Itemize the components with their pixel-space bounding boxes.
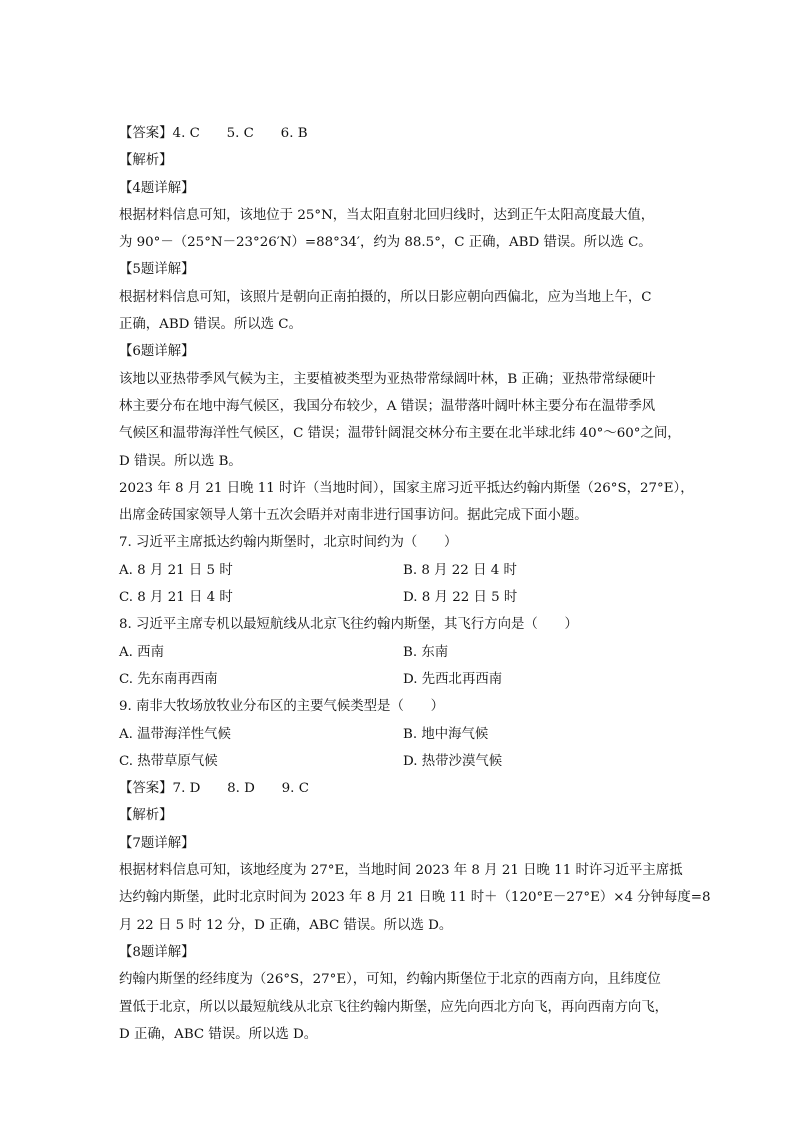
q6-detail-text: 林主要分布在地中海气候区，我国分布较少，A 错误；温带落叶阔叶林主要分布在温带季风 (119, 398, 656, 414)
q9-options-row-2 (119, 748, 679, 775)
q8-detail-text: 约翰内斯堡的经纬度为（26°S，27°E），可知，约翰内斯堡位于北京的西南方向，且纬度位 (119, 972, 661, 988)
q7-option-d: D. 8 月 22 日 5 时 (403, 590, 518, 606)
q6-detail-text: 该地以亚热带季风气候为主，主要植被类型为亚热带常绿阔叶林，B 正确；亚热带常绿硬叶 (119, 371, 656, 387)
material-text: 2023 年 8 月 21 日晚 11 时许（当地时间），国家主席习近平抵达约翰内斯堡（26°S，27°E）， (119, 480, 694, 496)
q9-stem: 9. 南非大牧场放牧业分布区的主要气候类型是（ ） (119, 699, 445, 715)
q9-option-b: B. 地中海气候 (403, 726, 489, 742)
q8-option-c: C. 先东南再西南 (119, 671, 218, 687)
q7-detail-text: 月 22 日 5 时 12 分，D 正确，ABC 错误。所以选 D。 (119, 917, 453, 933)
q7-option-c: C. 8 月 21 日 4 时 (119, 590, 233, 606)
q5-detail-heading: 【5题详解】 (119, 262, 195, 278)
q7-stem: 7. 习近平主席抵达约翰内斯堡时，北京时间约为（ ） (119, 535, 458, 551)
q9-option-d: D. 热带沙漠气候 (403, 753, 503, 769)
q7-option-a: A. 8 月 21 日 5 时 (119, 562, 233, 578)
q4-detail-heading: 【4题详解】 (119, 180, 195, 196)
q8-option-b: B. 东南 (403, 644, 449, 660)
answer-line-7-9: 【答案】7. D 8. D 9. C (119, 781, 309, 797)
q6-detail-heading: 【6题详解】 (119, 344, 195, 360)
answer-line-4-6: 【答案】4. C 5. C 6. B (119, 126, 308, 141)
q9-options-row-1 (119, 721, 679, 748)
q7-detail-text: 达约翰内斯堡，此时北京时间为 2023 年 8 月 21 日晚 11 时＋（120°E－27°E）×4 分钟每度=8 (119, 890, 711, 906)
q7-option-b: B. 8 月 22 日 4 时 (403, 562, 517, 578)
q5-detail-text: 正确，ABD 错误。所以选 C。 (119, 317, 302, 333)
material-text: 出席金砖国家领导人第十五次会晤并对南非进行国事访问。据此完成下面小题。 (119, 508, 588, 524)
q7-options-row-1 (119, 557, 679, 584)
q7-detail-text: 根据材料信息可知，该地经度为 27°E，当地时间 2023 年 8 月 21 日晚 11 时许习近平主席抵 (119, 863, 683, 879)
q8-detail-text: 置低于北京，所以以最短航线从北京飞往约翰内斯堡，应先向西北方向飞，再向西南方向飞， (119, 999, 669, 1015)
q8-options-row-2 (119, 666, 679, 693)
q7-detail-heading: 【7题详解】 (119, 835, 195, 851)
q9-option-c: C. 热带草原气候 (119, 753, 218, 769)
q6-detail-text: 气候区和温带海洋性气候区，C 错误；温带针阔混交林分布主要在北半球北纬 40°～60°之间， (119, 426, 681, 442)
q5-detail-text: 根据材料信息可知，该照片是朝向正南拍摄的，所以日影应朝向西偏北，应为当地上午，C (119, 289, 652, 305)
analysis-heading: 【解析】 (119, 808, 173, 824)
q4-detail-text: 为 90°－（25°N－23°26′N）=88°34′，约为 88.5°，C 正确，ABD 错误。所以选 C。 (119, 235, 652, 251)
q8-detail-heading: 【8题详解】 (119, 944, 195, 960)
document-page (119, 120, 711, 1048)
analysis-heading: 【解析】 (119, 153, 173, 169)
q9-option-a: A. 温带海洋性气候 (119, 726, 231, 742)
q8-options-row-1 (119, 639, 679, 666)
q8-detail-text: D 正确，ABC 错误。所以选 D。 (119, 1026, 318, 1042)
q6-detail-text: D 错误。所以选 B。 (119, 453, 242, 469)
q8-option-a: A. 西南 (119, 644, 164, 660)
q7-options-row-2 (119, 584, 679, 611)
q4-detail-text: 根据材料信息可知，该地位于 25°N，当太阳直射北回归线时，达到正午太阳高度最大值， (119, 207, 655, 223)
q8-option-d: D. 先西北再西南 (403, 671, 503, 687)
q8-stem: 8. 习近平主席专机以最短航线从北京飞往约翰内斯堡，其飞行方向是（ ） (119, 617, 578, 633)
